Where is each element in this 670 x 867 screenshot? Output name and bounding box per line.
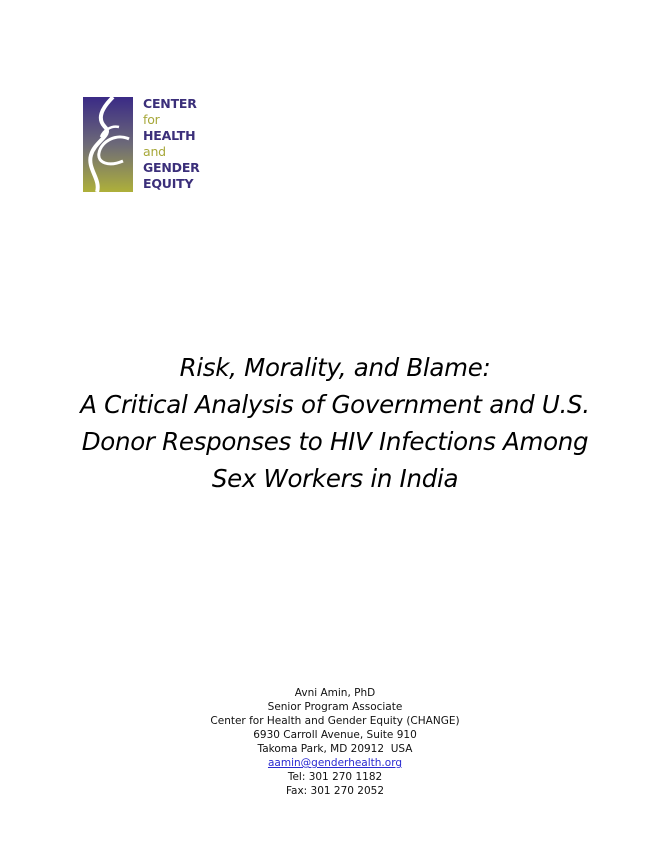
logo-line-for: for xyxy=(143,112,160,127)
logo-line-health: HEALTH xyxy=(143,128,196,143)
address-line-2: Takoma Park, MD 20912 USA xyxy=(257,743,413,755)
change-logo-mark-icon xyxy=(83,97,133,192)
title-line-3: Donor Responses to HIV Infections Among xyxy=(81,427,589,456)
email-link[interactable]: aamin@genderhealth.org xyxy=(267,757,402,769)
fax: Fax: 301 270 2052 xyxy=(285,785,385,797)
logo-line-gender: GENDER xyxy=(143,160,200,175)
logo-line-equity: EQUITY xyxy=(143,176,194,191)
author-contact-block xyxy=(0,686,670,798)
title-line-2: A Critical Analysis of Government and U.S. xyxy=(80,390,590,419)
title-line-1: Risk, Morality, and Blame: xyxy=(179,353,491,382)
document-title xyxy=(0,349,670,497)
author-position: Senior Program Associate xyxy=(267,701,403,713)
title-line-4: Sex Workers in India xyxy=(211,464,459,493)
organization-name: Center for Health and Gender Equity (CHANGE) xyxy=(210,715,460,727)
address-line-1: 6930 Carroll Avenue, Suite 910 xyxy=(253,729,417,741)
change-logo xyxy=(83,96,213,196)
telephone: Tel: 301 270 1182 xyxy=(287,771,383,783)
change-logo-text xyxy=(143,96,200,192)
logo-line-and: and xyxy=(143,144,166,159)
author-name: Avni Amin, PhD xyxy=(294,687,376,699)
logo-line-center: CENTER xyxy=(143,96,197,111)
